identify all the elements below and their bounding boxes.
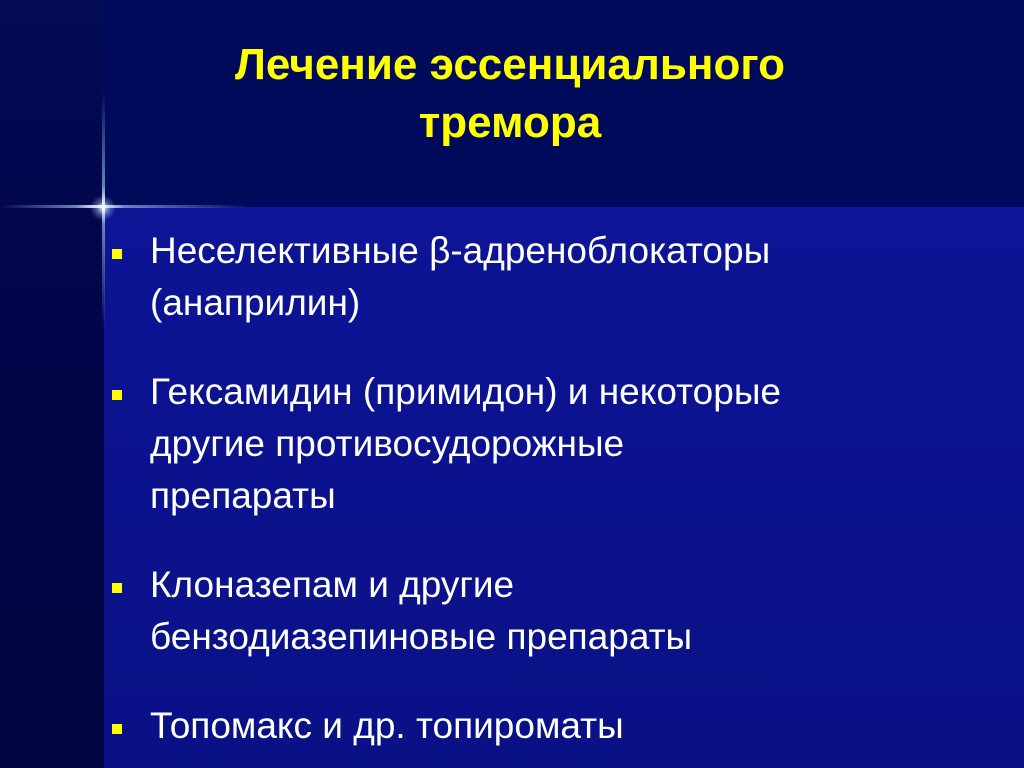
- bullet-list: [112, 225, 992, 752]
- bullet-item-topamax: [112, 700, 992, 752]
- bullet-line: Топомакс и др. топироматы: [150, 705, 624, 746]
- left-band-background: [0, 0, 104, 768]
- bullet-line: бензодиазепиновые препараты: [150, 616, 693, 657]
- bullet-line: препараты: [150, 475, 336, 516]
- slide-title-line-2: тремора: [418, 98, 602, 147]
- yellow-square-bullet-icon: [112, 390, 122, 400]
- bullet-line: другие противосудорожные: [150, 423, 625, 464]
- bullet-item-beta-blockers: [112, 225, 992, 329]
- bullet-line: (анаприлин): [150, 282, 361, 323]
- light-flare-center: [90, 195, 116, 221]
- yellow-square-bullet-icon: [112, 583, 122, 593]
- bullet-item-primidone: [112, 366, 992, 522]
- slide-title: [140, 36, 880, 152]
- slide-title-line-1: Лечение эссенциального: [235, 40, 785, 89]
- bullet-item-clonazepam: [112, 559, 992, 663]
- bullet-line: Неселективные β-адреноблокаторы: [150, 230, 771, 271]
- yellow-square-bullet-icon: [112, 249, 122, 259]
- yellow-square-bullet-icon: [112, 724, 122, 734]
- light-flare-horizontal: [0, 205, 250, 208]
- bullet-line: Гексамидин (примидон) и некоторые: [150, 371, 781, 412]
- bullet-line: Клоназепам и другие: [150, 564, 515, 605]
